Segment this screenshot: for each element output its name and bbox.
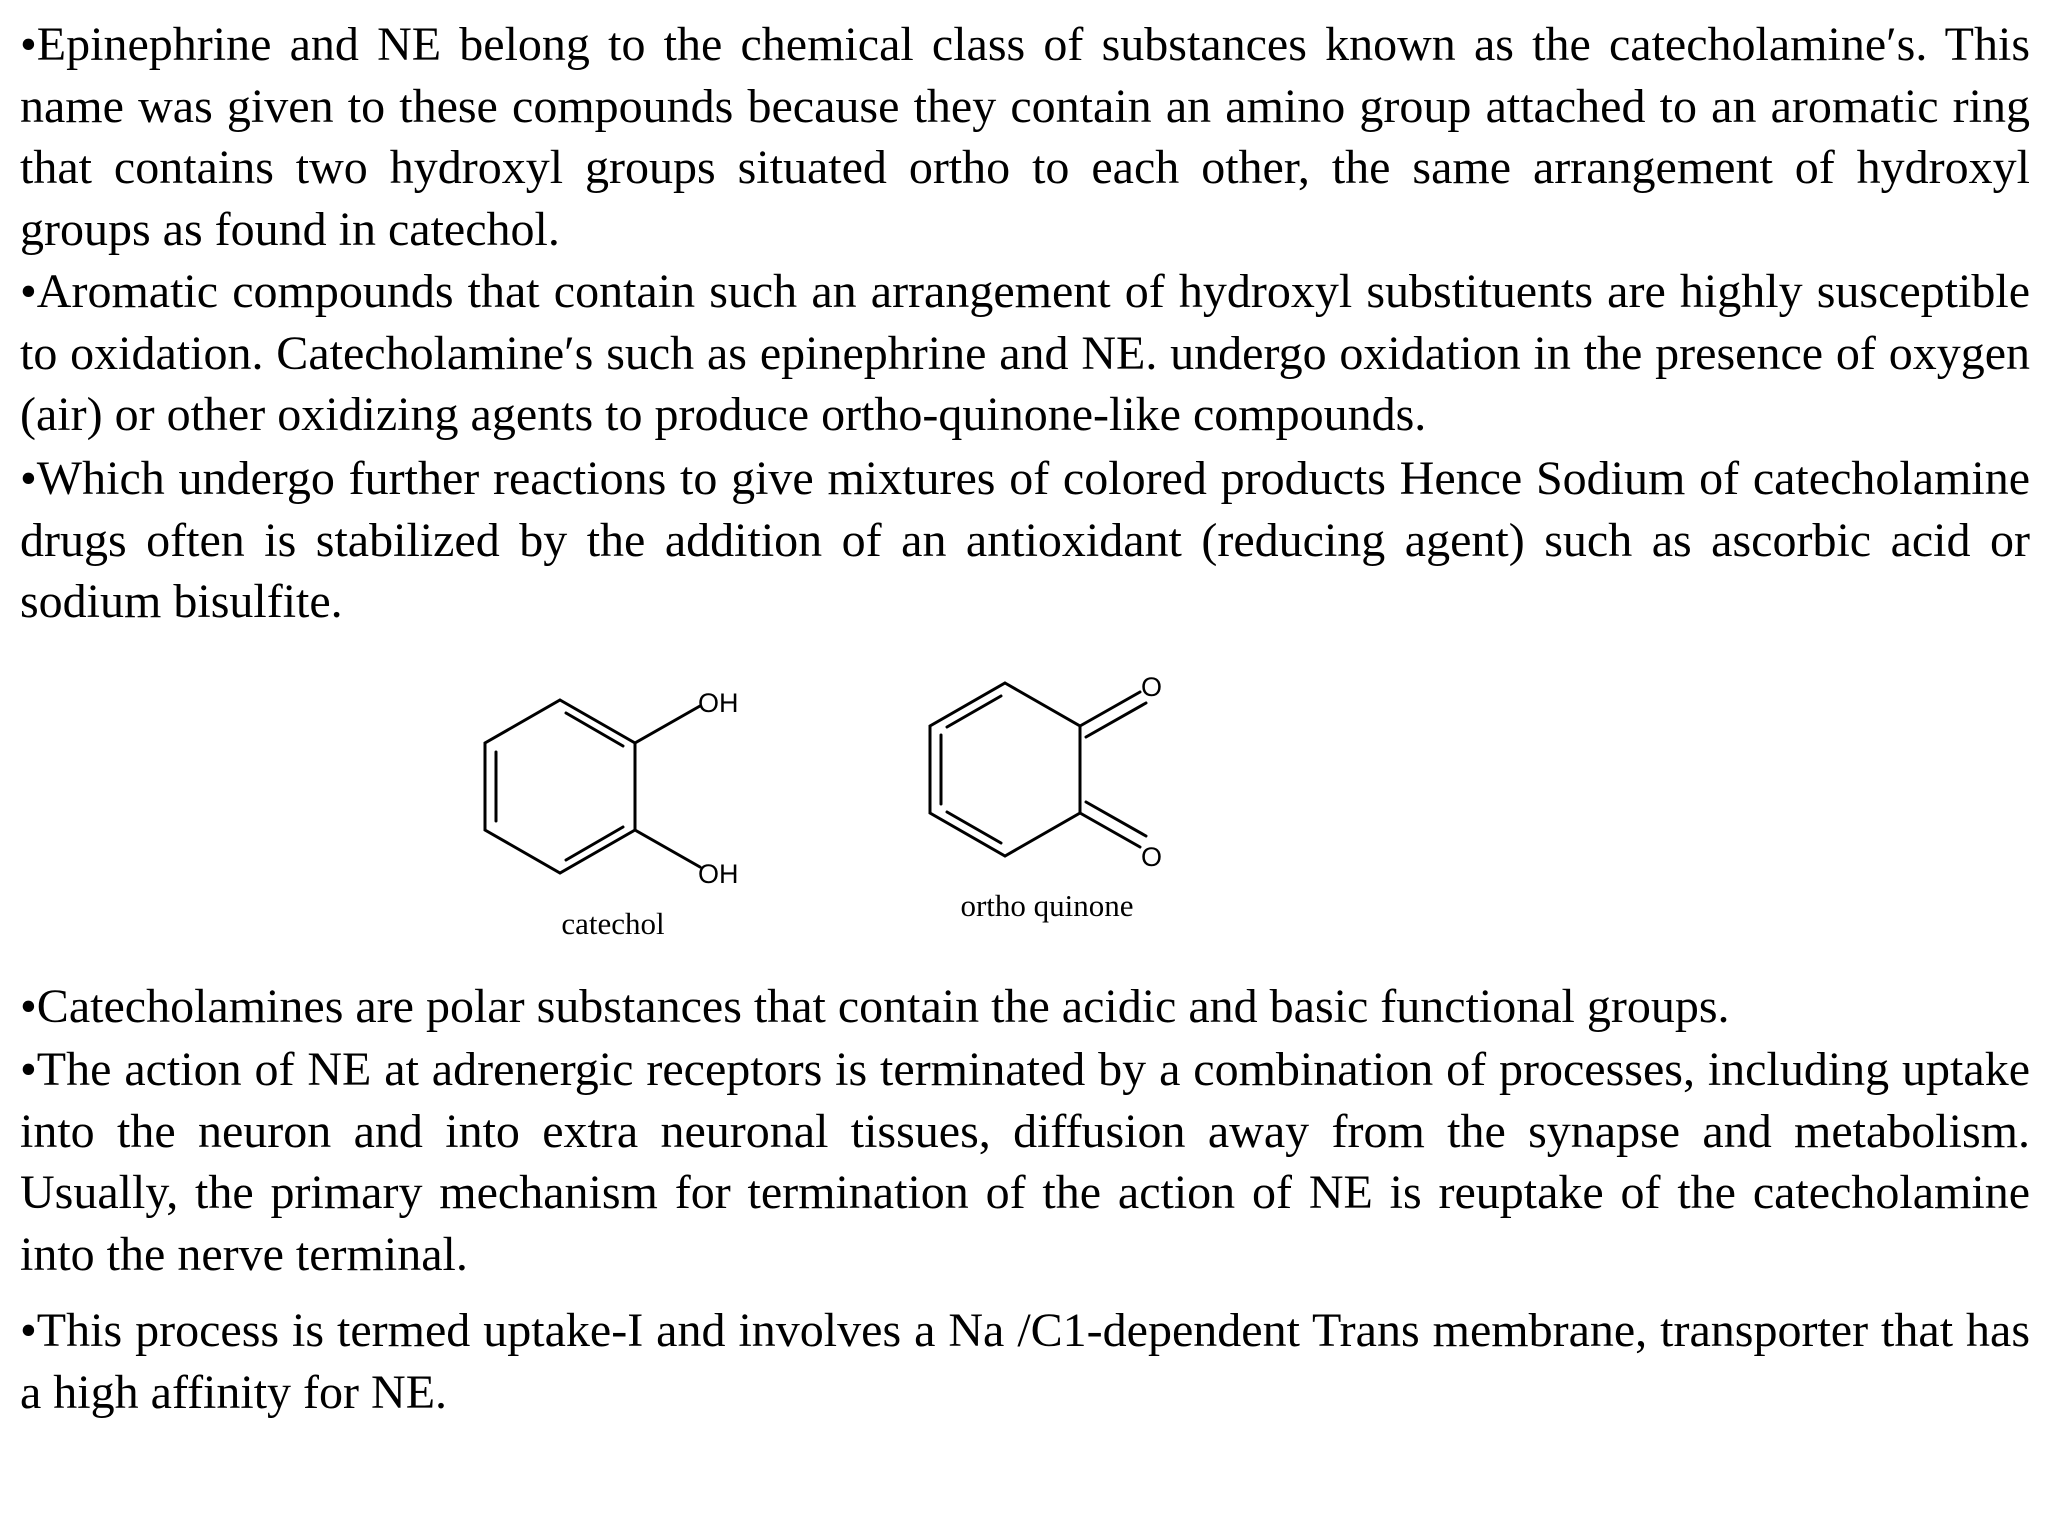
ortho-quinone-structure <box>930 683 1146 856</box>
paragraph-oxidation: •Aromatic compounds that contain such an arrangement of hydroxyl substituents are highly susceptible to oxidation. Catecholamine′s such as epinephrine and NE. undergo oxidation in the presence of oxygen (air) or other oxidizing agents to produce ortho-quinone-like compounds. <box>20 265 2030 441</box>
catechol-oh-top-label: OH <box>698 688 739 718</box>
catechol-oh-bottom-label: OH <box>698 859 739 889</box>
paragraph-stabilization: •Which undergo further reactions to give mixtures of colored products Hence Sodium of catecholamine drugs often is stabilized by the addition of an antioxidant (reducing agent) such as ascorbic acid or sodium bisulfite. <box>20 452 2030 628</box>
ortho-quinone-o-top-label: O <box>1141 672 1163 702</box>
catechol-structure <box>485 700 700 873</box>
catechol-name-label: catechol <box>561 906 665 941</box>
ortho-quinone-o-bottom-label: O <box>1141 842 1163 872</box>
paragraph-polar-substances: •Catecholamines are polar substances that contain the acidic and basic functional groups. <box>20 980 1730 1033</box>
paragraph-ne-termination: •The action of NE at adrenergic receptors is terminated by a combination of processes, including uptake into the neuron and into extra neuronal tissues, diffusion away from the synapse and metabolism. Usually, the primary mechanism for termination of the action of NE is reuptake of the catecholamine into the nerve terminal. <box>20 1043 2030 1281</box>
paragraph-catecholamine-definition: •Epinephrine and NE belong to the chemical class of substances known as the catecholamine′s. This name was given to these compounds because they contain an amino group attached to an aromatic ring that contains two hydroxyl groups situated ortho to each other, the same arrangement of hydroxyl groups as found in catechol. <box>20 18 2030 256</box>
ortho-quinone-name-label: ortho quinone <box>960 888 1134 923</box>
paragraph-uptake-one: •This process is termed uptake-I and involves a Na /C1-dependent Trans membrane, transporter that has a high affinity for NE. <box>20 1304 2030 1419</box>
